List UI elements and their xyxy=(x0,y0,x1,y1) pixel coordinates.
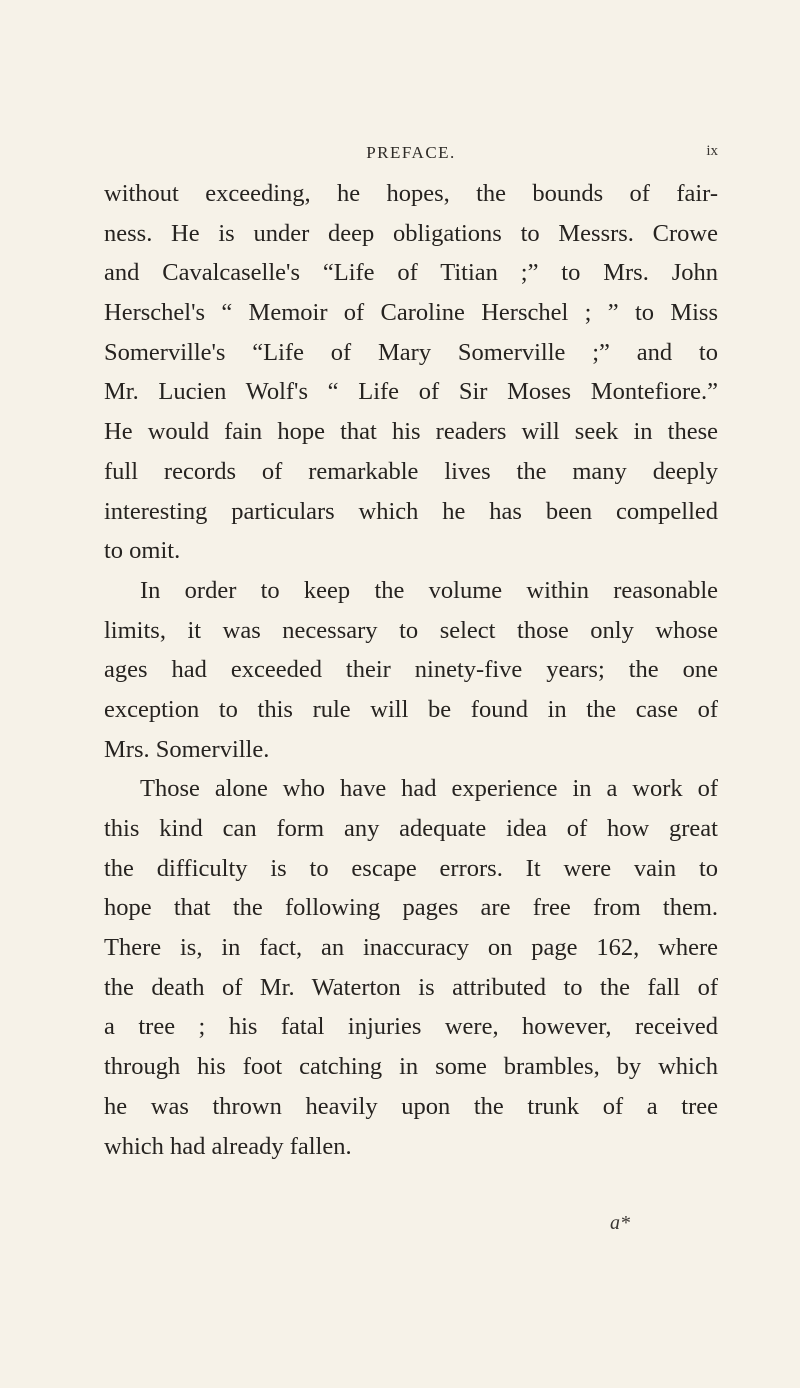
text-line: Somerville's “Life of Mary Somerville ;” and to xyxy=(104,338,718,366)
text-line: hope that the following pages are free from them. xyxy=(104,894,718,922)
text-line: He would fain hope that his readers will seek in these xyxy=(104,418,718,446)
page-number: ix xyxy=(706,143,718,159)
text-line: this kind can form any adequate idea of how great xyxy=(104,815,718,842)
text-line: There is, in fact, an inaccuracy on page 162, where xyxy=(104,934,718,962)
running-head xyxy=(104,143,718,167)
text-line: a tree ; his fatal injuries were, however, received xyxy=(104,1013,718,1041)
text-line: interesting particulars which he has been compelled xyxy=(104,497,718,525)
text-line: the difficulty is to escape errors. It were vain to xyxy=(104,854,718,882)
paragraph-start-line: In order to keep the volume within reasonable xyxy=(140,576,718,604)
text-line: without exceeding, he hopes, the bounds of fair- xyxy=(104,180,718,207)
text-line: ages had exceeded their ninety-five years; the one xyxy=(104,656,718,684)
preface-text xyxy=(104,174,718,1166)
text-line: Mr. Lucien Wolf's “ Life of Sir Moses Montefiore.” xyxy=(104,378,718,406)
text-line: which had already fallen. xyxy=(104,1132,352,1160)
text-line: exception to this rule will be found in the case of xyxy=(104,695,718,723)
text-line: Herschel's “ Memoir of Caroline Herschel ; ” to Miss xyxy=(104,299,718,327)
text-line: ness. He is under deep obligations to Messrs. Crowe xyxy=(104,219,718,247)
text-line: to omit. xyxy=(104,537,181,565)
paragraph-start-line: Those alone who have had experience in a work of xyxy=(140,775,718,803)
running-title: PREFACE. xyxy=(366,143,456,162)
text-line: full records of remarkable lives the many deeply xyxy=(104,457,718,485)
text-line: through his foot catching in some brambles, by which xyxy=(104,1053,718,1081)
text-line: and Cavalcaselle's “Life of Titian ;” to Mrs. John xyxy=(104,259,718,287)
text-line: the death of Mr. Waterton is attributed to the fall of xyxy=(104,973,718,1001)
text-line: Mrs. Somerville. xyxy=(104,735,270,763)
text-line: he was thrown heavily upon the trunk of a tree xyxy=(104,1092,718,1120)
signature-mark: a* xyxy=(610,1212,630,1234)
text-line: limits, it was necessary to select those only whose xyxy=(104,616,718,644)
